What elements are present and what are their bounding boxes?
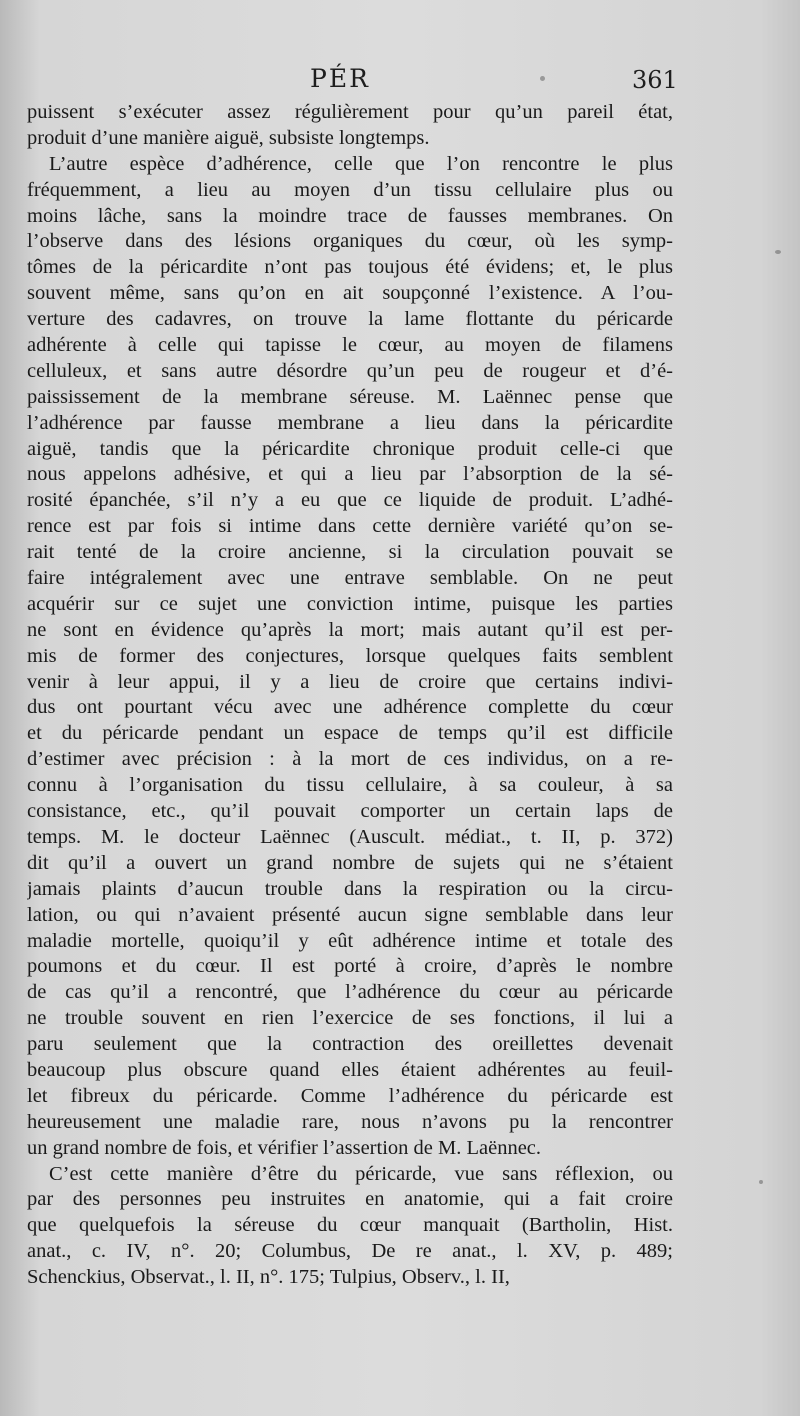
page-number: 361 bbox=[632, 66, 678, 94]
ink-speck bbox=[775, 250, 781, 254]
text-line: rence est par fois si intime dans cette dernière variété qu’on se- bbox=[27, 515, 673, 538]
text-line: verture des cadavres, on trouve la lame flottante du péricarde bbox=[27, 308, 673, 331]
text-line: et du péricarde pendant un espace de temps qu’il est difficile bbox=[27, 722, 673, 745]
text-line: maladie mortelle, quoiqu’il y eût adhérence intime et totale des bbox=[27, 929, 673, 952]
paragraph bbox=[27, 1162, 673, 1291]
text-line: venir à leur appui, il y a lieu de croire que certains indivi- bbox=[27, 670, 673, 693]
text-line: adhérente à celle qui tapisse le cœur, au moyen de filamens bbox=[27, 334, 673, 357]
text-line: rait tenté de la croire ancienne, si la circulation pouvait se bbox=[27, 541, 673, 564]
text-line: produit d’une manière aiguë, subsiste longtemps. bbox=[27, 126, 430, 149]
text-line: nous appelons adhésive, et qui a lieu par l’absorption de la sé- bbox=[27, 463, 673, 486]
text-line: let fibreux du péricarde. Comme l’adhérence du péricarde est bbox=[27, 1084, 673, 1107]
text-line: faire intégralement avec une entrave semblable. On ne peut bbox=[27, 567, 673, 590]
text-line: ne trouble souvent en rien l’exercice de ses fonctions, il lui a bbox=[27, 1007, 673, 1030]
text-line: anat., c. IV, n°. 20; Columbus, De re anat., l. XV, p. 489; bbox=[27, 1240, 673, 1263]
text-line: moins lâche, sans la moindre trace de fausses membranes. On bbox=[27, 204, 673, 227]
text-line: temps. M. le docteur Laënnec (Auscult. médiat., t. II, p. 372) bbox=[27, 825, 673, 848]
text-line: d’estimer avec précision : à la mort de ces individus, on a re- bbox=[27, 748, 673, 771]
text-line: consistance, etc., qu’il pouvait comporter un certain laps de bbox=[27, 800, 673, 823]
paragraph bbox=[27, 152, 673, 1162]
text-line: beaucoup plus obscure quand elles étaient adhérentes au feuil- bbox=[27, 1058, 673, 1081]
text-line: Schenckius, Observat., l. II, n°. 175; Tulpius, Observ., l. II, bbox=[27, 1266, 510, 1289]
text-line: l’observe dans des lésions organiques du cœur, où les symp- bbox=[27, 230, 673, 253]
text-line: un grand nombre de fois, et vérifier l’assertion de M. Laënnec. bbox=[27, 1136, 542, 1159]
text-line: mis de former des conjectures, lorsque quelques faits semblent bbox=[27, 644, 673, 667]
ink-speck bbox=[540, 76, 545, 81]
text-line: ne sont en évidence qu’après la mort; mais autant qu’il est per- bbox=[27, 618, 673, 641]
text-line: tômes de la péricardite n’ont pas toujous été évidens; et, le plus bbox=[27, 256, 673, 279]
text-line: aiguë, tandis que la péricardite chronique produit celle-ci que bbox=[27, 437, 673, 460]
text-line: dit qu’il a ouvert un grand nombre de sujets qui ne s’étaient bbox=[27, 851, 673, 874]
text-line: paru seulement que la contraction des oreillettes devenait bbox=[27, 1033, 673, 1056]
body-text bbox=[27, 100, 673, 1291]
text-line: l’adhérence par fausse membrane a lieu dans la péricardite bbox=[27, 411, 673, 434]
text-line: de cas qu’il a rencontré, que l’adhérence du cœur au péricarde bbox=[27, 981, 673, 1004]
text-line: lation, ou qui n’avaient présenté aucun signe semblable dans leur bbox=[27, 903, 673, 926]
running-head-title: PÉR bbox=[310, 64, 370, 93]
running-head bbox=[0, 58, 800, 98]
text-line: jamais plaints d’aucun trouble dans la respiration ou la circu- bbox=[27, 877, 673, 900]
text-line: poumons et du cœur. Il est porté à croire, d’après le nombre bbox=[27, 955, 673, 978]
text-line: L’autre espèce d’adhérence, celle que l’on rencontre le plus bbox=[49, 152, 673, 175]
ink-speck bbox=[759, 1180, 763, 1184]
text-line: celluleux, et sans autre désordre qu’un peu de rougeur et d’é- bbox=[27, 359, 673, 382]
text-line: souvent même, sans qu’on en ait soupçonné l’existence. A l’ou- bbox=[27, 282, 673, 305]
paragraph bbox=[27, 100, 673, 152]
text-line: acquérir sur ce sujet une conviction intime, puisque les parties bbox=[27, 592, 673, 615]
text-line: connu à l’organisation du tissu cellulaire, à sa couleur, à sa bbox=[27, 774, 673, 797]
text-line: paississement de la membrane séreuse. M. Laënnec pense que bbox=[27, 385, 673, 408]
text-line: que quelquefois la séreuse du cœur manquait (Bartholin, Hist. bbox=[27, 1214, 673, 1237]
text-line: rosité épanchée, s’il n’y a eu que ce liquide de produit. L’adhé- bbox=[27, 489, 673, 512]
text-line: par des personnes peu instruites en anatomie, qui a fait croire bbox=[27, 1188, 673, 1211]
text-line: heureusement une maladie rare, nous n’avons pu la rencontrer bbox=[27, 1110, 673, 1133]
text-line: puissent s’exécuter assez régulièrement pour qu’un pareil état, bbox=[27, 101, 673, 123]
text-line: fréquemment, a lieu au moyen d’un tissu cellulaire plus ou bbox=[27, 178, 673, 201]
text-line: C’est cette manière d’être du péricarde, vue sans réflexion, ou bbox=[49, 1162, 673, 1185]
text-line: dus ont pourtant vécu avec une adhérence complette du cœur bbox=[27, 696, 673, 719]
